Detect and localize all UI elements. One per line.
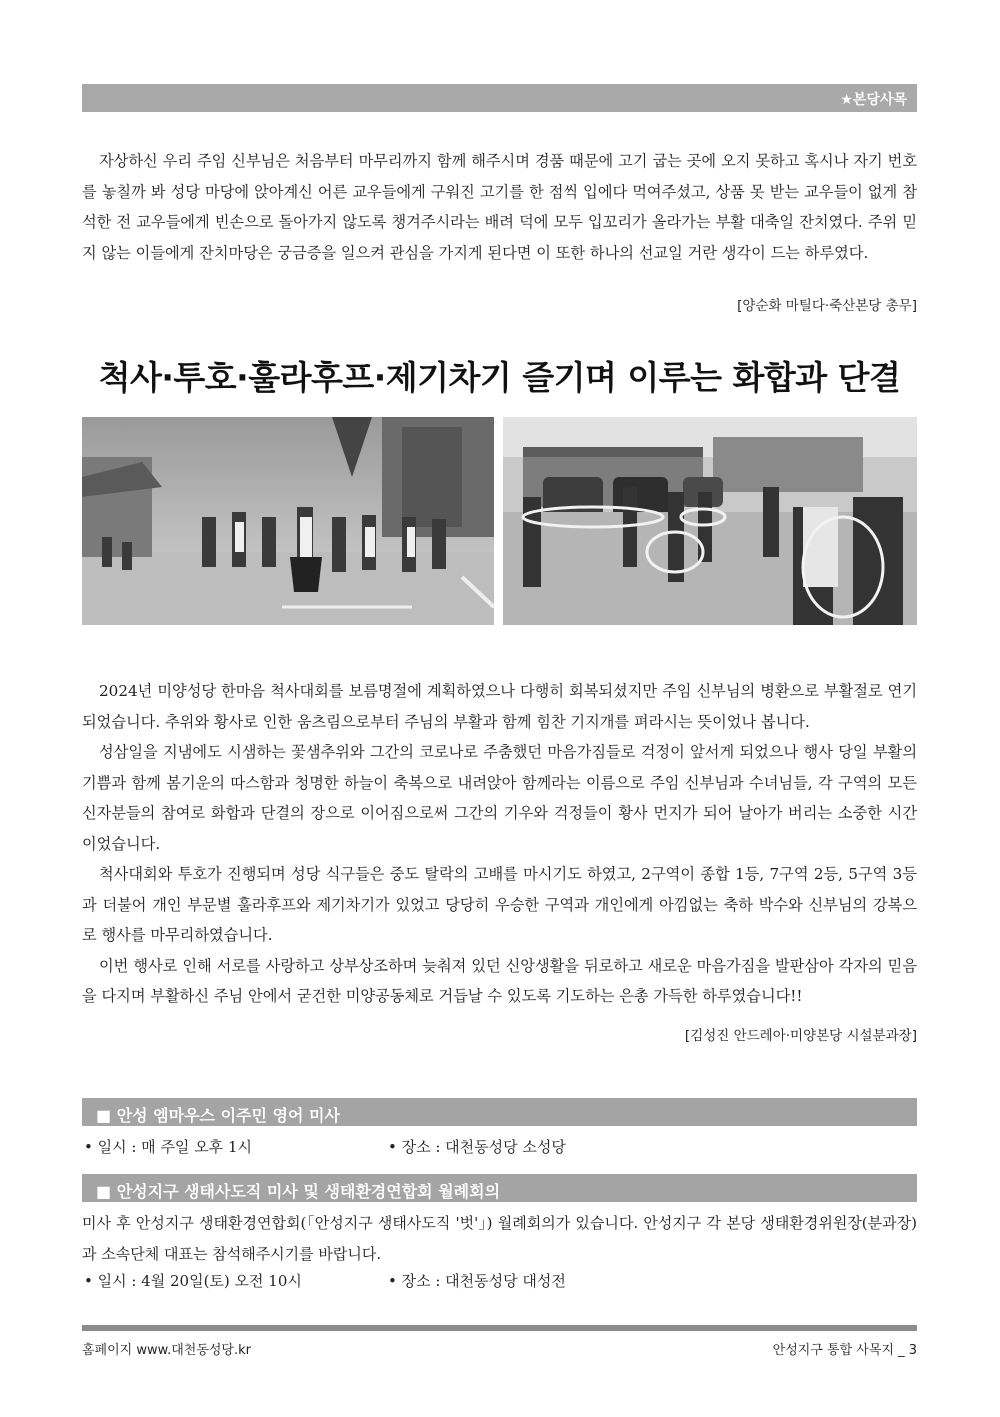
notice-english-mass-title: ■ 안성 엠마우스 이주민 영어 미사	[96, 1106, 340, 1125]
article2-paragraph-2: 성삼일을 지냄에도 시샘하는 꽃샘추위와 그간의 코로나로 주춤했던 마음가짐들로 걱정이 앞서게 되었으나 행사 당일 부활의 기쁨과 함께 봄기운의 따스함과 청명한 하늘이 축복으로 내려앉아 함께라는 이름으로 주임 신부님과 수녀님들, 각 구역의 모든 신자분들의 참여로 화합과 단결의 장으로 이어짐으로써 그간의 기우와 걱정들이 황사 먼지가 되어 날아가 버리는 소중한 시간이었습니다.	[82, 743, 917, 853]
article2-headline: 척사·투호·훌라후프·제기차기 즐기며 이루는 화합과 단결	[98, 358, 901, 397]
event-photo-dance	[82, 417, 494, 625]
notice-ecology-body	[82, 1208, 917, 1269]
notice-english-mass-bar	[82, 1098, 917, 1126]
notice-english-mass-time: • 일시 : 매 주일 오후 1시	[84, 1138, 252, 1156]
notice-english-mass-place: • 장소 : 대천동성당 소성당	[388, 1138, 566, 1156]
article1-paragraph: 자상하신 우리 주임 신부님은 처음부터 마무리까지 함께 해주시며 경품 때문에 고기 굽는 곳에 오지 못하고 혹시나 자기 번호를 놓칠까 봐 성당 마당에 앉아계신 어른 교우들에게 구워진 고기를 한 점씩 입에다 먹여주셨고, 상품 못 받는 교우들이 없게 참석한 전 교우들에게 빈손으로 돌아가지 않도록 챙겨주시라는 배려 덕에 모두 입꼬리가 올라가는 부활 대축일 잔치였다. 주위 믿지 않는 이들에게 잔치마당은 궁금증을 일으켜 관심을 가지게 된다면 이 또한 하나의 선교일 거란 생각이 드는 하루였다.	[82, 152, 917, 262]
footer-homepage: 홈페이지 www.대천동성당.kr	[82, 1343, 251, 1358]
article2-paragraph-1: 2024년 미양성당 한마음 척사대회를 보름명절에 계획하였으나 다행히 회복되셨지만 주임 신부님의 병환으로 부활절로 연기되었습니다. 추위와 황사로 인한 움츠림으로부터 주님의 부활과 함께 힘찬 기지개를 펴라시는 뜻이었나 봅니다.	[82, 682, 917, 731]
article1-byline: [양순화 마틸다·죽산본당 총무]	[737, 298, 917, 314]
article2-body	[82, 676, 917, 1012]
notice-ecology-time: • 일시 : 4월 20일(토) 오전 10시	[84, 1272, 302, 1290]
article1-body	[82, 146, 917, 268]
notice-ecology-place: • 장소 : 대천동성당 대성전	[388, 1272, 566, 1290]
section-header-bar	[82, 84, 917, 112]
notice-ecology-title: ■ 안성지구 생태사도직 미사 및 생태환경연합회 월례회의	[96, 1182, 501, 1201]
article2-paragraph-4: 이번 행사로 인해 서로를 사랑하고 상부상조하며 늦춰져 있던 신앙생활을 뒤로하고 새로운 마음가짐을 발판삼아 각자의 믿음을 다지며 부활하신 주님 안에서 굳건한 미양공동체로 거듭날 수 있도록 기도하는 은총 가득한 하루였습니다!!	[82, 956, 917, 1005]
section-label: ★본당사목	[840, 92, 907, 108]
notice-ecology-text: 미사 후 안성지구 생태환경연합회(「안성지구 생태사도직 '벗'」) 월례회의가 있습니다. 안성지구 각 본당 생태환경위원장(분과장)과 소속단체 대표는 참석해주시기를 바랍니다.	[82, 1214, 917, 1263]
article2-paragraph-3: 척사대회와 투호가 진행되며 성당 식구들은 중도 탈락의 고배를 마시기도 하였고, 2구역이 종합 1등, 7구역 2등, 5구역 3등과 더불어 개인 부문별 훌라후프와 제기차기가 있었고 당당히 우승한 구역과 개인에게 아낌없는 축하 박수와 신부님의 강복으로 행사를 마무리하였습니다.	[82, 865, 917, 944]
notice-ecology-bar	[82, 1174, 917, 1202]
article2-byline: [김성진 안드레아·미양본당 시설분과장]	[684, 1028, 917, 1044]
event-photo-hulahoop	[503, 417, 917, 625]
footer-page-label: 안성지구 통합 사목지 _ 3	[772, 1343, 917, 1358]
footer-rule	[82, 1325, 917, 1331]
